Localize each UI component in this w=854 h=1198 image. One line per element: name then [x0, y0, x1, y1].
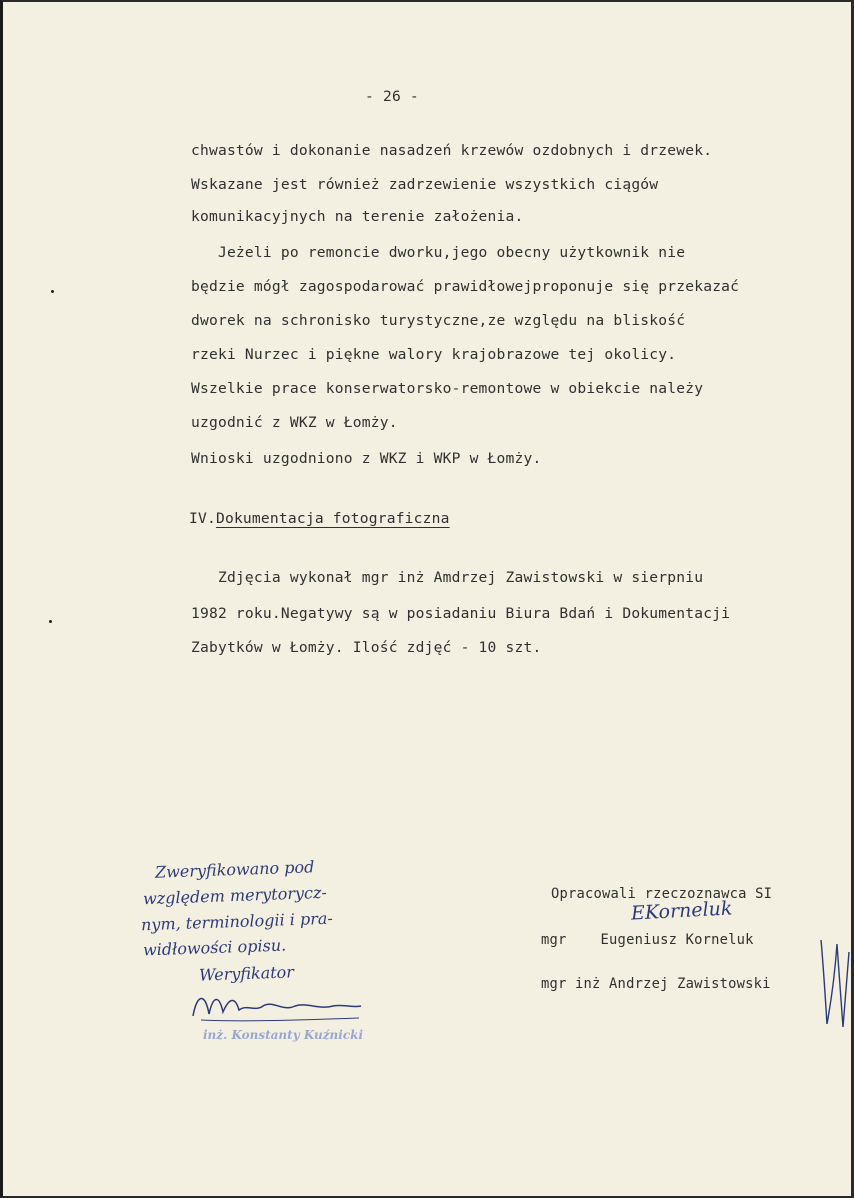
handwritten-line: widłowości opisu.: [142, 935, 287, 960]
signature-zawistowski-icon: [815, 932, 853, 1032]
text-line: dworek na schronisko turystyczne,ze względu na bliskość: [191, 312, 686, 329]
text-line: Wskazane jest również zadrzewienie wszystkich ciągów: [191, 176, 659, 193]
text-line: Wszelkie prace konserwatorsko-remontowe w obiekcie należy: [191, 380, 704, 397]
section-title: Dokumentacja fotograficzna: [215, 510, 450, 527]
text-line: rzeki Nurzec i piękne walory krajobrazowe tej okolicy.: [191, 346, 677, 363]
signature-korneluk: EKorneluk: [630, 897, 733, 925]
text-line: Wnioski uzgodniono z WKZ i WKP w Łomży.: [191, 450, 542, 467]
signature-verifier-icon: [183, 986, 373, 1026]
text-line: Jeżeli po remoncie dworku,jego obecny użytkownik nie: [191, 244, 686, 261]
stamp-text: inż. Konstanty Kuźnicki: [203, 1028, 364, 1042]
text-line: 1982 roku.Negatywy są w posiadaniu Biura Bdań i Dokumentacji: [191, 605, 731, 622]
author-korneluk: mgr Eugeniusz Korneluk: [541, 932, 754, 948]
handwritten-line: względem merytorycz-: [142, 882, 328, 909]
page-number: - 26 -: [365, 88, 419, 105]
handwritten-line: Weryfikator: [198, 962, 295, 985]
text-line: będzie mógł zagospodarować prawidłowejproponuje się przekazać: [191, 278, 740, 295]
margin-mark: [51, 290, 54, 293]
text-line: komunikacyjnych na terenie założenia.: [191, 208, 524, 225]
authors-heading: Opracowali rzeczoznawca SI: [551, 886, 773, 902]
text-line: Zabytków w Łomży. Ilość zdjęć - 10 szt.: [191, 639, 542, 656]
section-number: IV.: [189, 510, 216, 527]
handwritten-line: Zweryfikowano pod: [154, 857, 315, 882]
text-line: uzgodnić z WKZ w Łomży.: [191, 414, 398, 431]
handwritten-line: nym, terminologii i pra-: [140, 908, 334, 935]
margin-mark: [49, 620, 52, 623]
author-zawistowski: mgr inż Andrzej Zawistowski: [541, 976, 771, 992]
section-heading: [189, 510, 450, 527]
text-line: chwastów i dokonanie nasadzeń krzewów ozdobnych i drzewek.: [191, 142, 713, 159]
text-line: Zdjęcia wykonał mgr inż Amdrzej Zawistowski w sierpniu: [191, 569, 704, 586]
